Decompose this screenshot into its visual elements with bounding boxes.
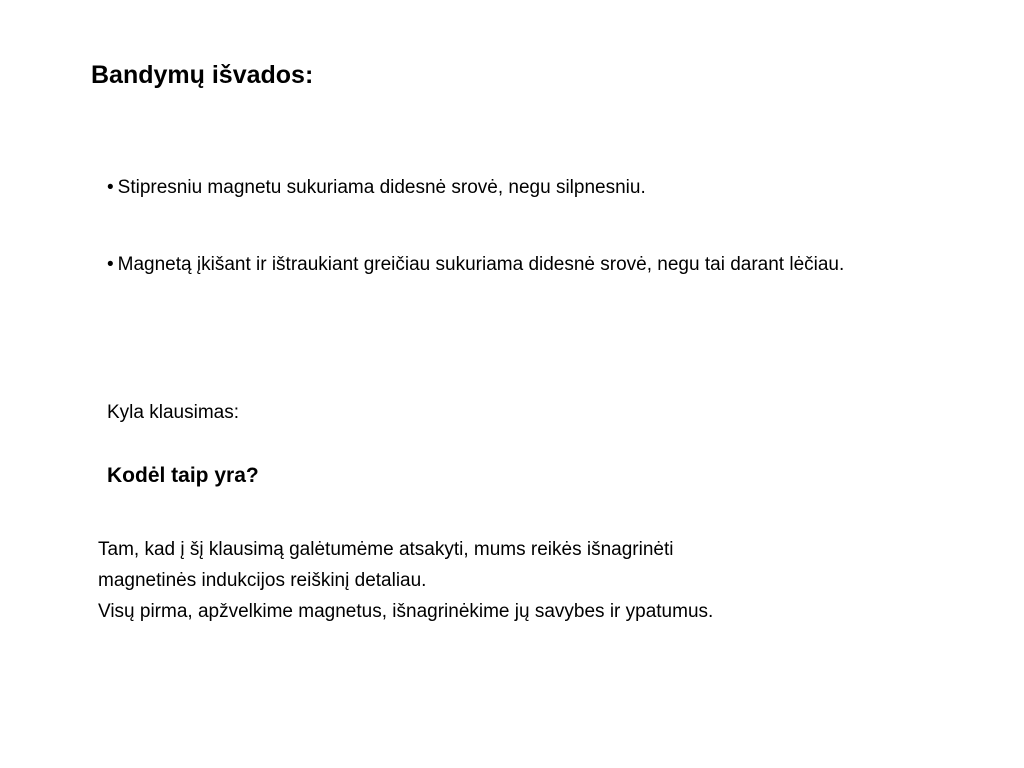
explanation-paragraph: [98, 534, 918, 627]
slide-title: Bandymų išvados:: [91, 61, 314, 89]
question-text: Kodėl taip yra?: [107, 464, 259, 487]
conclusion-bullet-2-text: Magnetą įkišant ir ištraukiant greičiau sukuriama didesnė srovė, negu tai darant lėčiau.: [117, 254, 845, 275]
explanation-line-2: magnetinės indukcijos reiškinį detaliau.: [98, 570, 427, 591]
explanation-line-3: Visų pirma, apžvelkime magnetus, išnagrinėkime jų savybes ir ypatumus.: [98, 601, 714, 622]
question-intro: Kyla klausimas:: [107, 402, 239, 423]
conclusion-bullet-1-text: Stipresniu magnetu sukuriama didesnė srovė, negu silpnesniu.: [117, 177, 646, 198]
conclusion-bullet-1: [107, 172, 646, 203]
bullet-dot-icon: •: [107, 177, 114, 198]
bullet-dot-icon: •: [107, 254, 114, 275]
conclusion-bullet-2: [107, 249, 897, 280]
explanation-line-1: Tam, kad į šį klausimą galėtumėme atsakyti, mums reikės išnagrinėti: [98, 539, 674, 560]
